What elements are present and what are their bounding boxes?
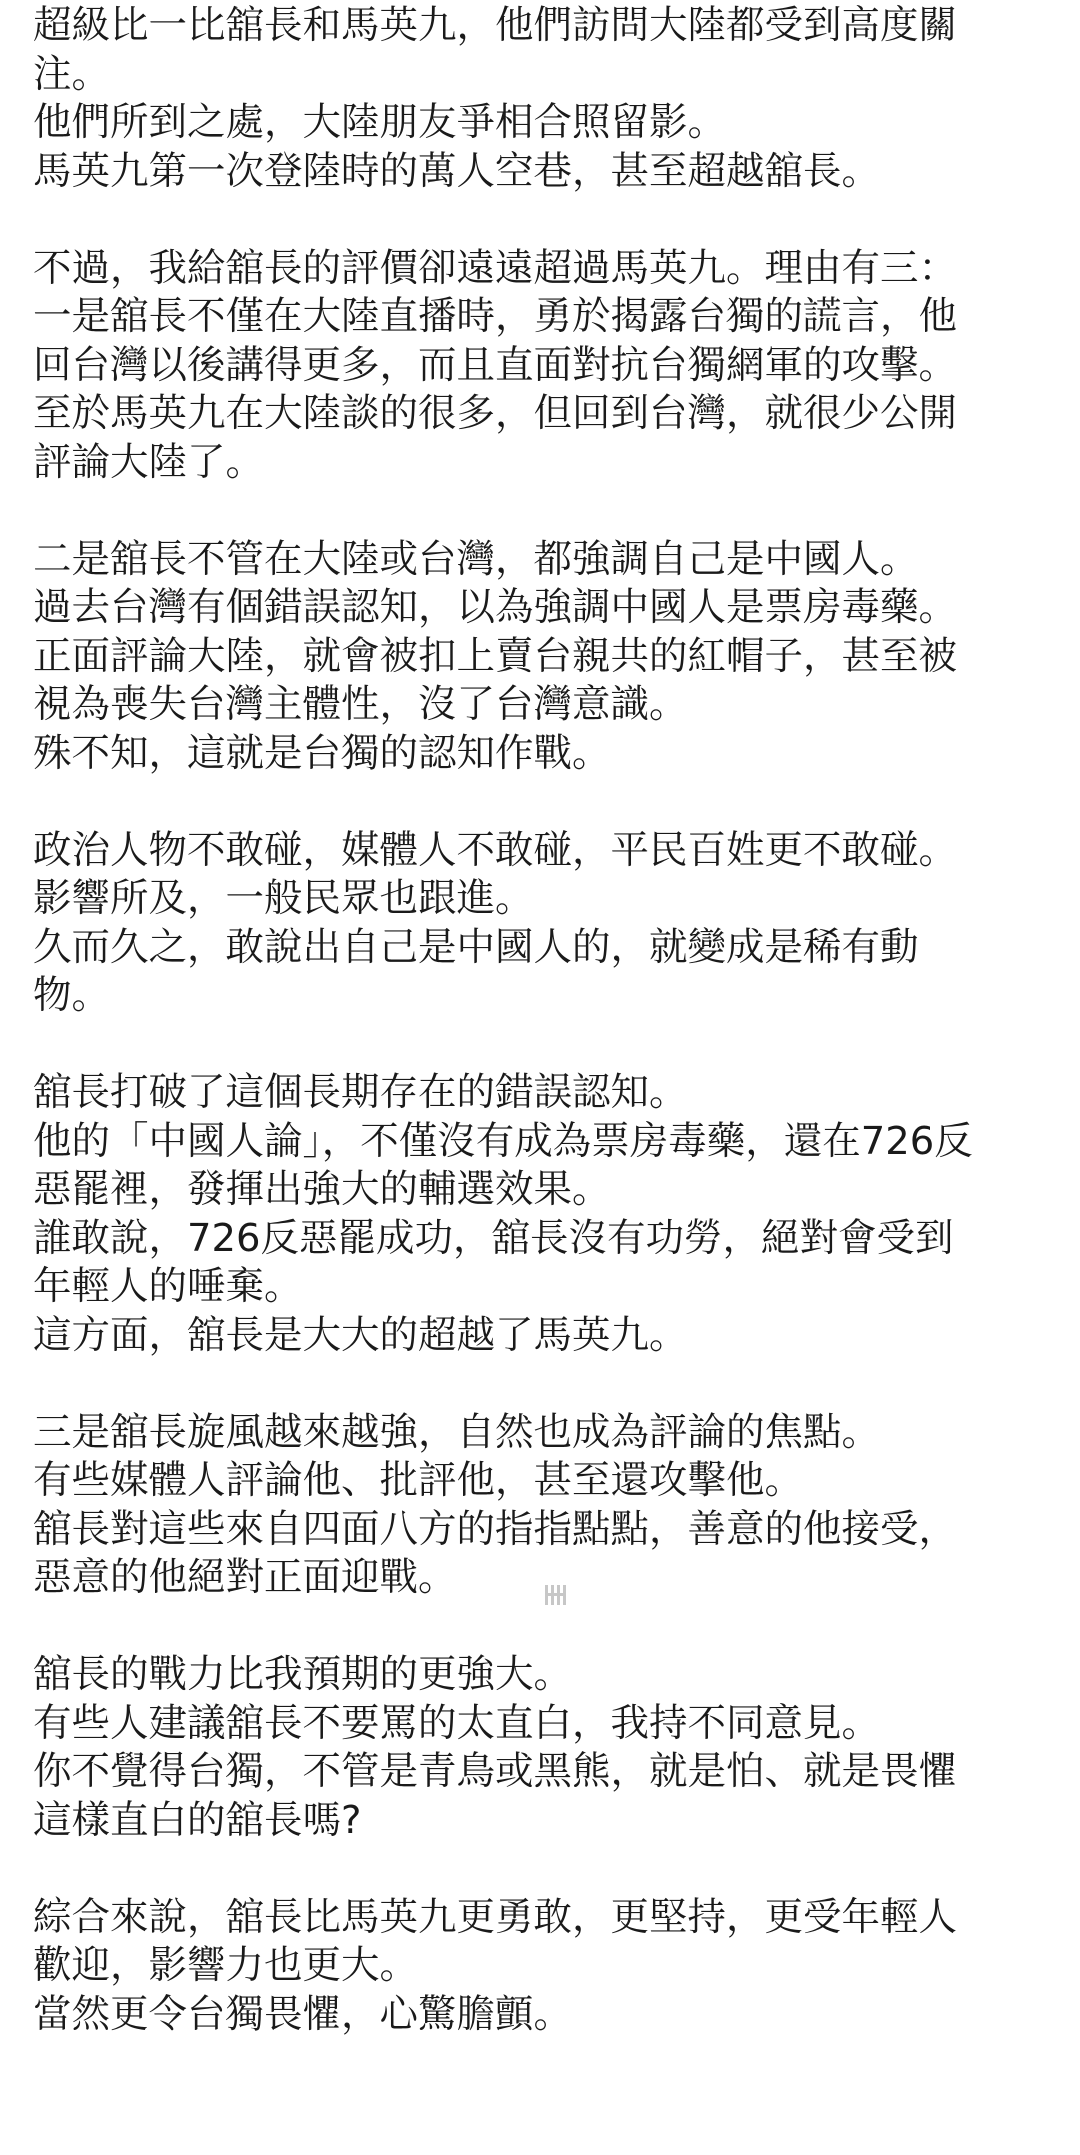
text-line: 他的「中國人論」，不僅沒有成為票房毒藥，還在726反 bbox=[33, 1118, 973, 1164]
text-line: 過去台灣有個錯誤認知，以為強調中國人是票房毒藥。 bbox=[33, 585, 958, 630]
text-line: 政治人物不敢碰，媒體人不敢碰，平民百姓更不敢碰。 bbox=[33, 827, 958, 873]
text-line: 年輕人的唾棄。 bbox=[33, 1264, 303, 1309]
paragraph bbox=[33, 536, 1053, 779]
post-body bbox=[33, 0, 1053, 2039]
text-line: 超級比一比舘長和馬英九，他們訪問大陸都受到高度關 bbox=[33, 3, 958, 48]
text-line: 有些人建議舘長不要罵的太直白，我持不同意見。 bbox=[33, 1700, 881, 1746]
text-line: 物。 bbox=[33, 973, 111, 1018]
text-line: 這方面，舘長是大大的超越了馬英九。 bbox=[33, 1312, 688, 1358]
text-line: 這樣直白的舘長嗎? bbox=[33, 1797, 362, 1843]
paragraph bbox=[33, 827, 1053, 1021]
text-line: 惡罷裡，發揮出強大的輔選效果。 bbox=[33, 1167, 611, 1212]
text-line: 一是舘長不僅在大陸直播時，勇於揭露台獨的謊言，他 bbox=[33, 294, 958, 339]
paragraph-spacer bbox=[33, 196, 1053, 245]
text-line: 誰敢說，726反惡罷成功，舘長沒有功勞，絕對會受到 bbox=[33, 1215, 954, 1261]
paragraph bbox=[33, 1409, 1053, 1603]
text-line: 殊不知，這就是台獨的認知作戰。 bbox=[33, 730, 611, 776]
paragraph bbox=[33, 1894, 1053, 2040]
text-line: 舘長打破了這個長期存在的錯誤認知。 bbox=[33, 1070, 688, 1115]
text-line: 歡迎，影響力也更大。 bbox=[33, 1943, 419, 1988]
text-line: 注。 bbox=[33, 51, 111, 97]
text-line: 惡意的他絕對正面迎戰。 bbox=[33, 1555, 457, 1600]
paragraph-spacer bbox=[33, 1603, 1053, 1652]
paragraph-spacer bbox=[33, 1021, 1053, 1070]
text-line: 影響所及，一般民眾也跟進。 bbox=[33, 876, 534, 921]
text-line: 不過，我給舘長的評價卻遠遠超過馬英九。理由有三： bbox=[33, 245, 958, 291]
paragraph-spacer bbox=[33, 1360, 1053, 1409]
paragraph-spacer bbox=[33, 487, 1053, 536]
text-line: 評論大陸了。 bbox=[33, 439, 265, 485]
paragraph bbox=[33, 2, 1053, 196]
paragraph bbox=[33, 1069, 1053, 1360]
paragraph bbox=[33, 245, 1053, 488]
text-line: 當然更令台獨畏懼，心驚膽顫。 bbox=[33, 1991, 573, 2037]
text-line: 至於馬英九在大陸談的很多，但回到台灣，就很少公開 bbox=[33, 391, 958, 436]
text-line: 正面評論大陸，就會被扣上賣台親共的紅帽子，甚至被 bbox=[33, 633, 958, 679]
text-line: 久而久之，敢說出自己是中國人的，就變成是稀有動 bbox=[33, 924, 919, 970]
text-line: 有些媒體人評論他、批評他，甚至還攻擊他。 bbox=[33, 1458, 804, 1503]
paragraph-spacer bbox=[33, 1845, 1053, 1894]
paragraph bbox=[33, 1651, 1053, 1845]
text-line: 舘長的戰力比我預期的更強大。 bbox=[33, 1652, 573, 1697]
platform-logo-icon bbox=[543, 1582, 569, 1608]
text-line: 回台灣以後講得更多，而且直面對抗台獨網軍的攻擊。 bbox=[33, 342, 958, 388]
text-line: 綜合來說，舘長比馬英九更勇敢，更堅持，更受年輕人 bbox=[33, 1894, 958, 1940]
text-line: 馬英九第一次登陸時的萬人空巷，甚至超越舘長。 bbox=[33, 148, 881, 194]
text-line: 舘長對這些來自四面八方的指指點點，善意的他接受， bbox=[33, 1506, 958, 1552]
text-line: 視為喪失台灣主體性，沒了台灣意識。 bbox=[33, 682, 688, 727]
text-line: 他們所到之處，大陸朋友爭相合照留影。 bbox=[33, 100, 727, 145]
text-line: 你不覺得台獨，不管是青鳥或黑熊，就是怕、就是畏懼 bbox=[33, 1749, 958, 1794]
text-line: 二是舘長不管在大陸或台灣，都強調自己是中國人。 bbox=[33, 536, 919, 582]
text-line: 三是舘長旋風越來越強，自然也成為評論的焦點。 bbox=[33, 1409, 881, 1455]
paragraph-spacer bbox=[33, 778, 1053, 827]
